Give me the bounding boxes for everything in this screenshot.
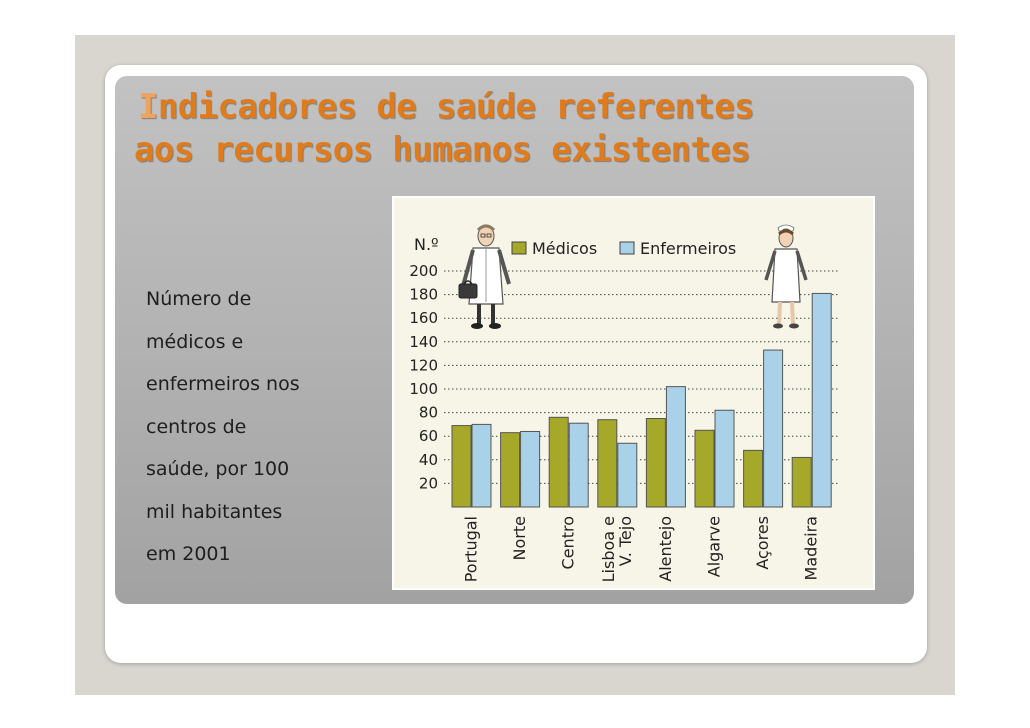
bar xyxy=(452,426,471,507)
category-label: Algarve xyxy=(704,516,724,578)
chart-caption: Número de médicos e enfermeiros nos centros de saúde, por 100 mil habitantes em 2001 xyxy=(146,288,300,565)
y-tick-label: 160 xyxy=(409,309,438,328)
bar xyxy=(812,293,831,507)
bar xyxy=(792,457,811,507)
bar xyxy=(549,417,568,507)
title-line-1: ndicadores de saúde referentes xyxy=(157,87,754,127)
y-tick-label: 100 xyxy=(409,380,438,398)
y-tick-label: 40 xyxy=(418,450,438,469)
category-label: Portugal xyxy=(461,516,481,583)
y-tick-label: 120 xyxy=(409,356,438,375)
bar xyxy=(472,424,491,507)
category-label: Açores xyxy=(753,516,773,570)
legend-label: Médicos xyxy=(532,239,598,258)
category-label: Centro xyxy=(558,516,578,570)
category-label: Madeira xyxy=(801,516,821,581)
y-axis-label: N.º xyxy=(414,235,439,254)
bar xyxy=(501,433,520,507)
bar xyxy=(618,443,637,507)
slide-title xyxy=(134,86,754,172)
category-label: Alentejo xyxy=(655,516,675,582)
y-tick-label: 140 xyxy=(409,332,438,351)
bar xyxy=(764,350,783,507)
bar xyxy=(521,431,540,507)
legend-label: Enfermeiros xyxy=(640,239,737,258)
bar xyxy=(715,410,734,507)
y-tick-label: 80 xyxy=(418,403,438,422)
doctor-illustration xyxy=(453,222,517,334)
title-line-2: aos recursos humanos existentes xyxy=(134,130,750,170)
y-tick-label: 180 xyxy=(409,285,438,304)
title-initial: I xyxy=(138,87,158,127)
y-tick-label: 20 xyxy=(418,474,438,493)
y-tick-label: 200 xyxy=(409,262,438,280)
bar xyxy=(569,423,588,507)
bar xyxy=(744,450,763,507)
bar xyxy=(598,420,617,507)
y-tick-label: 60 xyxy=(418,427,438,446)
nurse-illustration xyxy=(758,222,814,334)
category-label: Norte xyxy=(510,516,530,561)
bar xyxy=(666,387,685,507)
category-label: V. Tejo xyxy=(615,516,635,567)
legend-swatch xyxy=(620,242,634,254)
category-label: Lisboa e xyxy=(598,516,618,583)
bar xyxy=(646,419,665,508)
bar xyxy=(695,430,714,507)
